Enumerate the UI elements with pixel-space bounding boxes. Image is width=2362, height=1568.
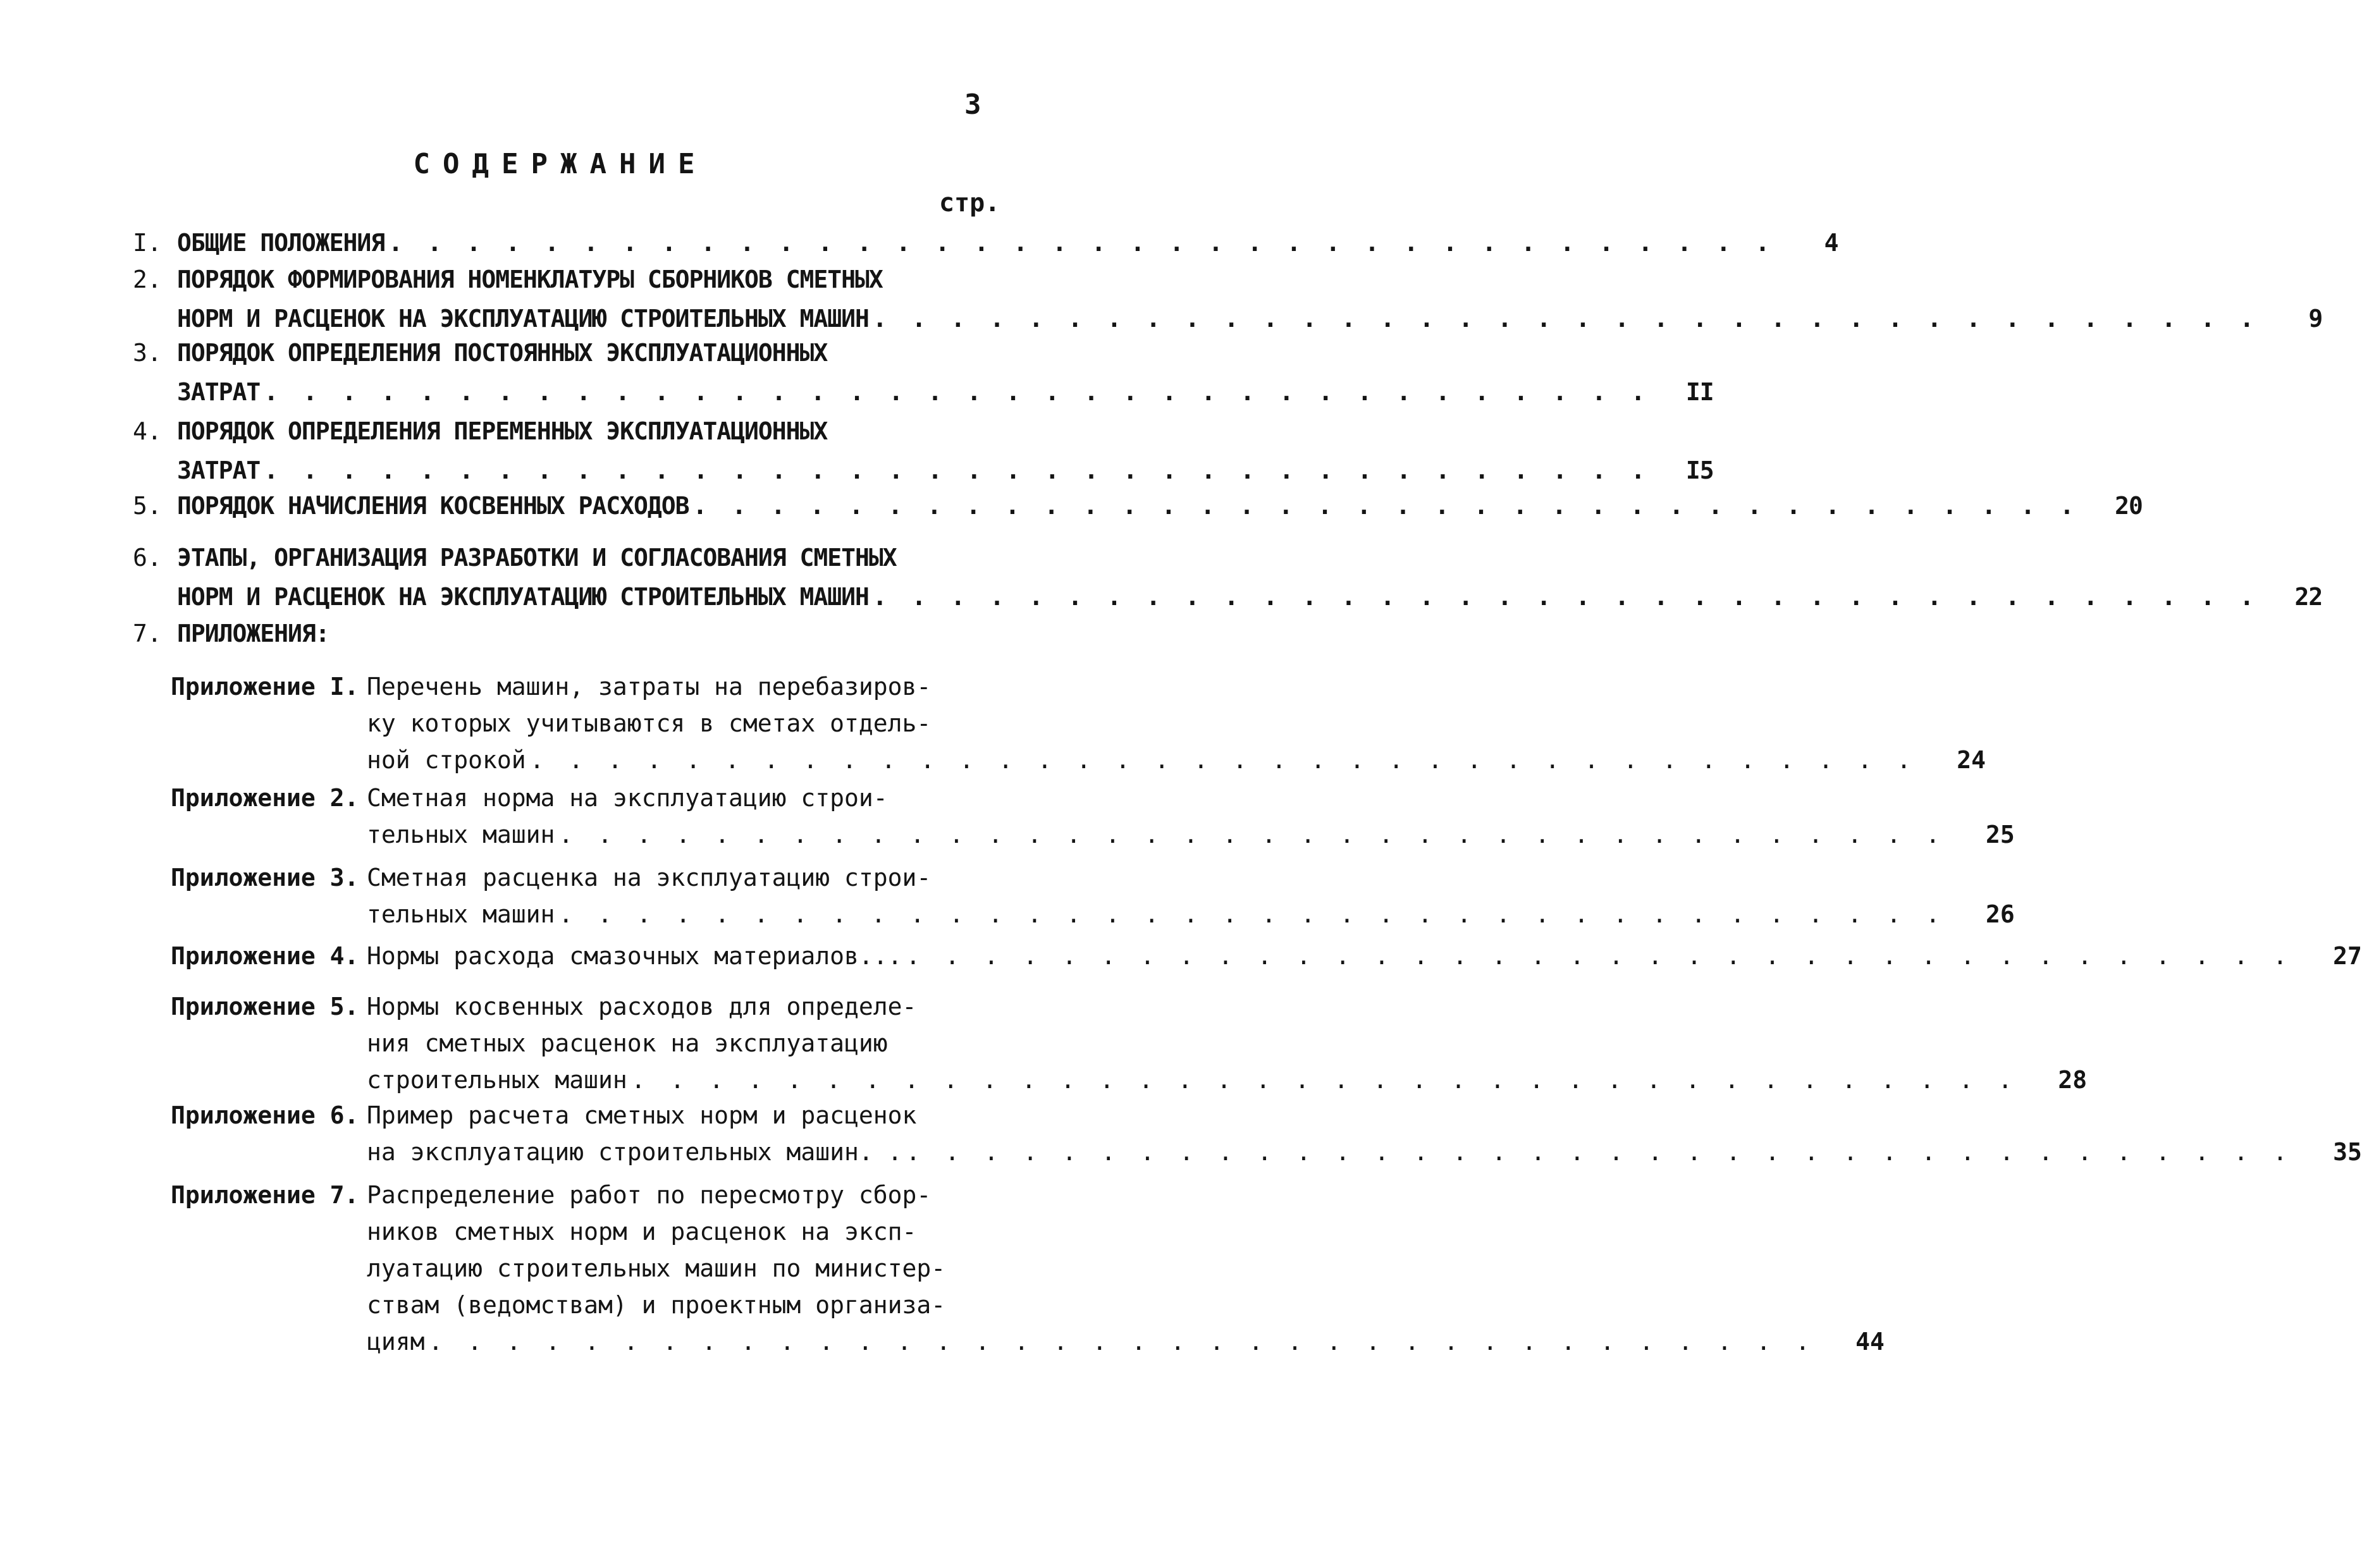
toc-entry[interactable] xyxy=(133,229,1838,268)
dot-leader: . . . . . . . . . . . . . . . . . . . . . . . . . . . . . . . . . . . . xyxy=(558,900,1945,928)
toc-entry[interactable] xyxy=(133,417,1714,496)
page-ref: 4 xyxy=(1824,229,1838,257)
entry-line xyxy=(367,1029,923,1066)
page-ref: 20 xyxy=(2115,492,2143,520)
entry-line xyxy=(367,993,923,1029)
entry-title xyxy=(177,229,1838,268)
page-ref: 44 xyxy=(1855,1328,1885,1356)
toc-entry[interactable] xyxy=(133,339,1714,417)
appendix-label: Приложение 6. xyxy=(171,1101,359,1129)
entry-line xyxy=(177,456,1714,496)
entry-text: ПРИЛОЖЕНИЯ: xyxy=(177,620,329,647)
entry-text: Распределение работ по пересмотру сбор- xyxy=(367,1181,932,1209)
entry-text: НОРМ И РАСЦЕНОК НА ЭКСПЛУАТАЦИЮ СТРОИТЕЛЬНЫХ МАШИН xyxy=(177,305,869,333)
entry-number: I. xyxy=(133,229,162,257)
entry-line xyxy=(177,544,930,583)
entry-line xyxy=(367,864,932,900)
appendix-title xyxy=(367,942,2362,979)
entry-title xyxy=(177,417,1714,496)
toc-entry[interactable] xyxy=(133,266,2323,344)
entry-title xyxy=(177,339,1714,417)
entry-text: ствам (ведомствам) и проектным организа- xyxy=(367,1291,946,1319)
entry-line xyxy=(367,1181,932,1218)
entry-line xyxy=(367,1328,1885,1364)
entry-text: ПОРЯДОК НАЧИСЛЕНИЯ КОСВЕННЫХ РАСХОДОВ xyxy=(177,492,689,520)
entry-line xyxy=(367,1254,946,1291)
entry-text: ников сметных норм и расценок на эксп- xyxy=(367,1218,917,1246)
appendix-label: Приложение 2. xyxy=(171,784,359,812)
appendix-label: Приложение 3. xyxy=(171,864,359,891)
appendix-title xyxy=(367,993,2088,1103)
dot-leader: . . . . . . . . . . . . . . . . . . . . . . . . . . . . . . . . . . . . xyxy=(428,1328,1815,1356)
entry-text: луатацию строительных машин по министер- xyxy=(367,1254,946,1282)
appendix-entry[interactable] xyxy=(171,864,2015,937)
appendix-title xyxy=(367,1101,2362,1175)
dot-leader: . . . . . . . . . . . . . . . . . . . . . . . . . . . . . . . . . . . . xyxy=(264,378,1651,406)
entry-line xyxy=(367,784,923,821)
toc-entry[interactable] xyxy=(133,544,2323,622)
entry-number: 7. xyxy=(133,620,162,647)
entry-line xyxy=(177,339,930,378)
appendix-title xyxy=(367,784,2015,857)
page-ref: 27 xyxy=(2333,942,2362,970)
dot-leader: . . . . . . . . . . . . . . . . . . . . . . . . . . . . . . . . . . . . xyxy=(529,746,1917,774)
dot-leader: . . . . . . . . . . . . . . . . . . . . . . . . . . . . . . . . . . . . xyxy=(558,821,1945,848)
entry-text: Нормы расхода смазочных материалов... xyxy=(367,942,902,970)
dot-leader: . . . . . . . . . . . . . . . . . . . . . . . . . . . . . . . . . . . . xyxy=(264,456,1651,484)
page-ref: 26 xyxy=(1986,900,2015,928)
entry-line xyxy=(177,378,1714,417)
entry-line xyxy=(177,229,1838,268)
appendix-label: Приложение I. xyxy=(171,673,359,701)
appendix-label: Приложение 5. xyxy=(171,993,359,1020)
entry-text: ПОРЯДОК ОПРЕДЕЛЕНИЯ ПОСТОЯННЫХ ЭКСПЛУАТАЦИОННЫХ xyxy=(177,339,828,367)
entry-text: Пример расчета сметных норм и расценок xyxy=(367,1101,917,1129)
appendix-entry[interactable] xyxy=(171,993,2088,1103)
appendix-entry[interactable] xyxy=(171,1181,1885,1364)
entry-title xyxy=(177,266,2323,344)
appendix-entry[interactable] xyxy=(171,1101,2362,1175)
dot-leader: . . . . . . . . . . . . . . . . . . . . . . . . . . . . . . . . . . . . xyxy=(872,305,2260,333)
entry-text: Перечень машин, затраты на перебазиров- xyxy=(367,673,932,701)
dot-leader: . . . . . . . . . . . . . . . . . . . . . . . . . . . . . . . . . . . . xyxy=(692,492,2079,520)
entry-line xyxy=(367,746,1986,783)
entry-text: строительных машин xyxy=(367,1066,627,1094)
page-number: 3 xyxy=(964,89,981,121)
entry-text: НОРМ И РАСЦЕНОК НА ЭКСПЛУАТАЦИЮ СТРОИТЕЛЬНЫХ МАШИН xyxy=(177,583,869,611)
entry-line xyxy=(177,492,2143,531)
page-ref: 28 xyxy=(2058,1066,2088,1094)
entry-line xyxy=(367,1138,2362,1175)
entry-title xyxy=(177,544,2323,622)
entry-line xyxy=(177,305,2323,344)
entry-text: тельных машин xyxy=(367,821,555,848)
dot-leader: . . . . . . . . . . . . . . . . . . . . . . . . . . . . . . . . . . . . xyxy=(872,583,2260,611)
appendix-title xyxy=(367,1181,1885,1364)
entry-line xyxy=(177,266,930,305)
appendix-entry[interactable] xyxy=(171,942,2362,979)
page-title: СОДЕРЖАНИЕ xyxy=(413,148,708,180)
entry-text: на эксплуатацию строительных машин. . xyxy=(367,1138,902,1166)
entry-text: ку которых учитываются в сметах отдель- xyxy=(367,709,932,737)
toc-entry[interactable] xyxy=(133,620,930,659)
entry-text: ЭТАПЫ, ОРГАНИЗАЦИЯ РАЗРАБОТКИ И СОГЛАСОВАНИЯ СМЕТНЫХ xyxy=(177,544,897,572)
page-ref: I5 xyxy=(1685,456,1714,484)
appendix-title xyxy=(367,864,2015,937)
entry-number: 3. xyxy=(133,339,162,367)
entry-text: Сметная расценка на эксплуатацию строи- xyxy=(367,864,932,891)
entry-number: 2. xyxy=(133,266,162,293)
entry-text: Нормы косвенных расходов для определе- xyxy=(367,993,917,1020)
page-ref: 35 xyxy=(2333,1138,2362,1166)
entry-title xyxy=(177,620,930,659)
appendix-label: Приложение 7. xyxy=(171,1181,359,1209)
entry-text: Сметная норма на эксплуатацию строи- xyxy=(367,784,888,812)
dot-leader: . . . . . . . . . . . . . . . . . . . . . . . . . . . . . . . . . . . . xyxy=(630,1066,2018,1094)
entry-text: ЗАТРАТ xyxy=(177,378,261,406)
dot-leader: . . . . . . . . . . . . . . . . . . . . . . . . . . . . . . . . . . . . xyxy=(906,942,2292,970)
entry-number: 6. xyxy=(133,544,162,572)
page-ref: II xyxy=(1685,378,1714,406)
appendix-title xyxy=(367,673,1986,783)
entry-line xyxy=(177,583,2323,622)
entry-text: ния сметных расценок на эксплуатацию xyxy=(367,1029,888,1057)
entry-text: ной строкой xyxy=(367,746,526,774)
entry-title xyxy=(177,492,2143,531)
entry-line xyxy=(367,942,2362,979)
appendix-entry[interactable] xyxy=(171,784,2015,857)
entry-number: 5. xyxy=(133,492,162,520)
entry-line xyxy=(367,1218,923,1254)
entry-line xyxy=(177,620,930,659)
entry-text: ПОРЯДОК ОПРЕДЕЛЕНИЯ ПЕРЕМЕННЫХ ЭКСПЛУАТАЦИОННЫХ xyxy=(177,417,828,445)
appendix-entry[interactable] xyxy=(171,673,1986,783)
page-ref: 22 xyxy=(2294,583,2323,611)
entry-text: ПОРЯДОК ФОРМИРОВАНИЯ НОМЕНКЛАТУРЫ СБОРНИКОВ СМЕТНЫХ xyxy=(177,266,883,293)
entry-line xyxy=(367,1291,946,1328)
dot-leader: . . . . . . . . . . . . . . . . . . . . . . . . . . . . . . . . . . . . xyxy=(388,229,1775,257)
entry-line xyxy=(367,821,2015,857)
page-ref: 25 xyxy=(1986,821,2015,848)
entry-line xyxy=(367,709,932,746)
page-ref: 9 xyxy=(2308,305,2323,333)
page-column-header: стр. xyxy=(939,188,1000,217)
entry-text: ЗАТРАТ xyxy=(177,456,261,484)
entry-text: ОБЩИЕ ПОЛОЖЕНИЯ xyxy=(177,229,385,257)
toc-entry[interactable] xyxy=(133,492,2143,531)
entry-text: циям xyxy=(367,1328,425,1356)
entry-line xyxy=(367,900,2015,937)
appendix-label: Приложение 4. xyxy=(171,942,359,970)
entry-number: 4. xyxy=(133,417,162,445)
entry-line xyxy=(177,417,930,456)
page-ref: 24 xyxy=(1957,746,1986,774)
entry-line xyxy=(367,1066,2088,1103)
entry-line xyxy=(367,1101,923,1138)
entry-text: тельных машин xyxy=(367,900,555,928)
dot-leader: . . . . . . . . . . . . . . . . . . . . . . . . . . . . . . . . . . . . xyxy=(906,1138,2292,1166)
entry-line xyxy=(367,673,932,709)
